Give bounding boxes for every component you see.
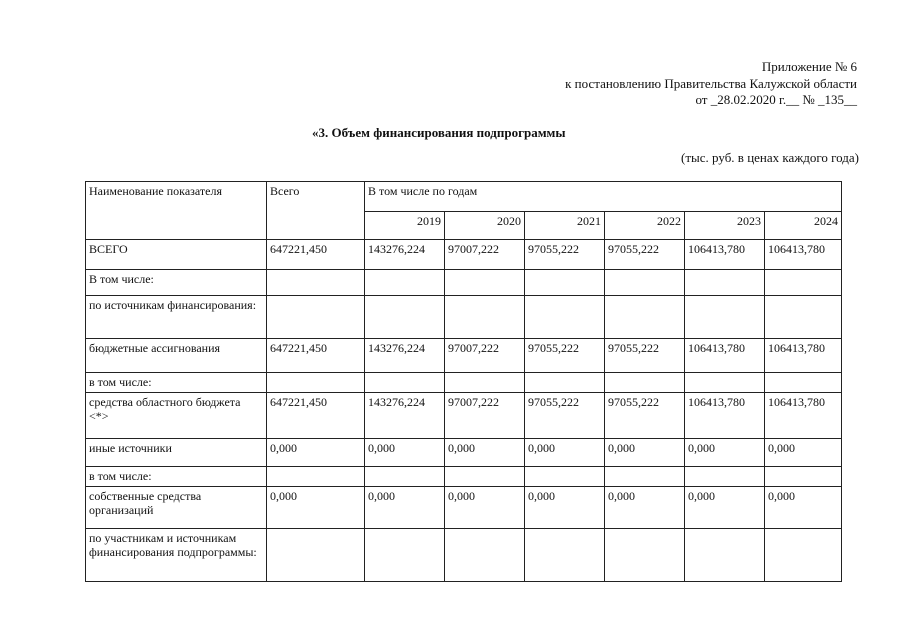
row-label: по участникам и источникам финансирования подпрограммы: (86, 529, 267, 582)
row-year-value: 106413,780 (685, 339, 765, 373)
row-year-value (525, 270, 605, 296)
row-year-value: 143276,224 (365, 393, 445, 439)
section-title: «3. Объем финансирования подпрограммы (312, 125, 566, 140)
row-label: В том числе: (86, 270, 267, 296)
row-year-value (685, 270, 765, 296)
row-year-value (605, 529, 685, 582)
row-total (267, 296, 365, 339)
header-year: 2020 (445, 212, 525, 240)
row-year-value: 106413,780 (685, 393, 765, 439)
table-row (86, 393, 842, 439)
row-year-value (445, 529, 525, 582)
row-year-value: 106413,780 (765, 393, 842, 439)
row-year-value (765, 270, 842, 296)
row-year-value (365, 467, 445, 487)
row-year-value: 106413,780 (685, 240, 765, 270)
row-year-value (525, 467, 605, 487)
header-row (86, 182, 842, 212)
row-year-value (765, 467, 842, 487)
row-label: в том числе: (86, 373, 267, 393)
row-total: 647221,450 (267, 393, 365, 439)
row-year-value (605, 373, 685, 393)
row-year-value (365, 296, 445, 339)
row-year-value: 0,000 (605, 439, 685, 467)
row-year-value: 0,000 (445, 487, 525, 529)
row-year-value (445, 296, 525, 339)
row-year-value (765, 373, 842, 393)
header-year: 2024 (765, 212, 842, 240)
row-total: 0,000 (267, 439, 365, 467)
row-year-value: 0,000 (685, 439, 765, 467)
row-year-value (365, 529, 445, 582)
row-year-value (605, 270, 685, 296)
row-year-value: 97007,222 (445, 339, 525, 373)
row-label: в том числе: (86, 467, 267, 487)
header-total: Всего (267, 182, 365, 240)
row-year-value: 97055,222 (605, 339, 685, 373)
header-indicator-name: Наименование показателя (86, 182, 267, 240)
row-year-value: 0,000 (605, 487, 685, 529)
header-year: 2021 (525, 212, 605, 240)
row-label: ВСЕГО (86, 240, 267, 270)
table-row (86, 373, 842, 393)
row-label: собственные средства организаций (86, 487, 267, 529)
row-year-value (765, 529, 842, 582)
header-years-group: В том числе по годам (365, 182, 842, 212)
table-row (86, 439, 842, 467)
table-row (86, 270, 842, 296)
units-note: (тыс. руб. в ценах каждого года) (681, 150, 859, 165)
resolution-reference: к постановлению Правительства Калужской области (565, 76, 857, 91)
row-year-value: 0,000 (525, 439, 605, 467)
row-year-value: 97007,222 (445, 240, 525, 270)
row-year-value: 0,000 (685, 487, 765, 529)
table-row (86, 339, 842, 373)
resolution-date-number: от _28.02.2020 г.__ № _135__ (695, 92, 857, 107)
row-year-value (685, 296, 765, 339)
row-year-value (605, 296, 685, 339)
row-year-value: 0,000 (765, 487, 842, 529)
row-year-value (525, 373, 605, 393)
row-year-value (365, 270, 445, 296)
table-row (86, 487, 842, 529)
table-row (86, 240, 842, 270)
row-total (267, 467, 365, 487)
header-year: 2023 (685, 212, 765, 240)
row-year-value (525, 529, 605, 582)
row-year-value (445, 467, 525, 487)
row-year-value: 97055,222 (605, 240, 685, 270)
row-year-value (525, 296, 605, 339)
row-year-value (765, 296, 842, 339)
row-year-value: 106413,780 (765, 240, 842, 270)
row-year-value: 106413,780 (765, 339, 842, 373)
header-year: 2022 (605, 212, 685, 240)
row-total: 647221,450 (267, 339, 365, 373)
table-row (86, 529, 842, 582)
row-label: бюджетные ассигнования (86, 339, 267, 373)
financing-table (85, 181, 842, 582)
row-label: иные источники (86, 439, 267, 467)
row-label: по источникам финансирования: (86, 296, 267, 339)
table-row (86, 296, 842, 339)
table-row (86, 467, 842, 487)
row-year-value (685, 467, 765, 487)
row-total: 647221,450 (267, 240, 365, 270)
row-year-value: 97055,222 (525, 339, 605, 373)
row-year-value: 143276,224 (365, 339, 445, 373)
row-year-value: 97055,222 (525, 240, 605, 270)
row-year-value (685, 529, 765, 582)
row-year-value (685, 373, 765, 393)
row-year-value: 0,000 (365, 439, 445, 467)
row-year-value (445, 270, 525, 296)
row-year-value (605, 467, 685, 487)
row-year-value: 97055,222 (525, 393, 605, 439)
row-total (267, 373, 365, 393)
row-year-value: 97055,222 (605, 393, 685, 439)
row-year-value: 0,000 (365, 487, 445, 529)
row-total: 0,000 (267, 487, 365, 529)
row-year-value (365, 373, 445, 393)
row-year-value: 0,000 (525, 487, 605, 529)
appendix-number: Приложение № 6 (761, 59, 857, 74)
row-year-value: 0,000 (765, 439, 842, 467)
row-year-value: 97007,222 (445, 393, 525, 439)
row-year-value (445, 373, 525, 393)
row-total (267, 529, 365, 582)
row-year-value: 0,000 (445, 439, 525, 467)
row-year-value: 143276,224 (365, 240, 445, 270)
header-year: 2019 (365, 212, 445, 240)
row-label: средства областного бюджета <*> (86, 393, 267, 439)
row-total (267, 270, 365, 296)
